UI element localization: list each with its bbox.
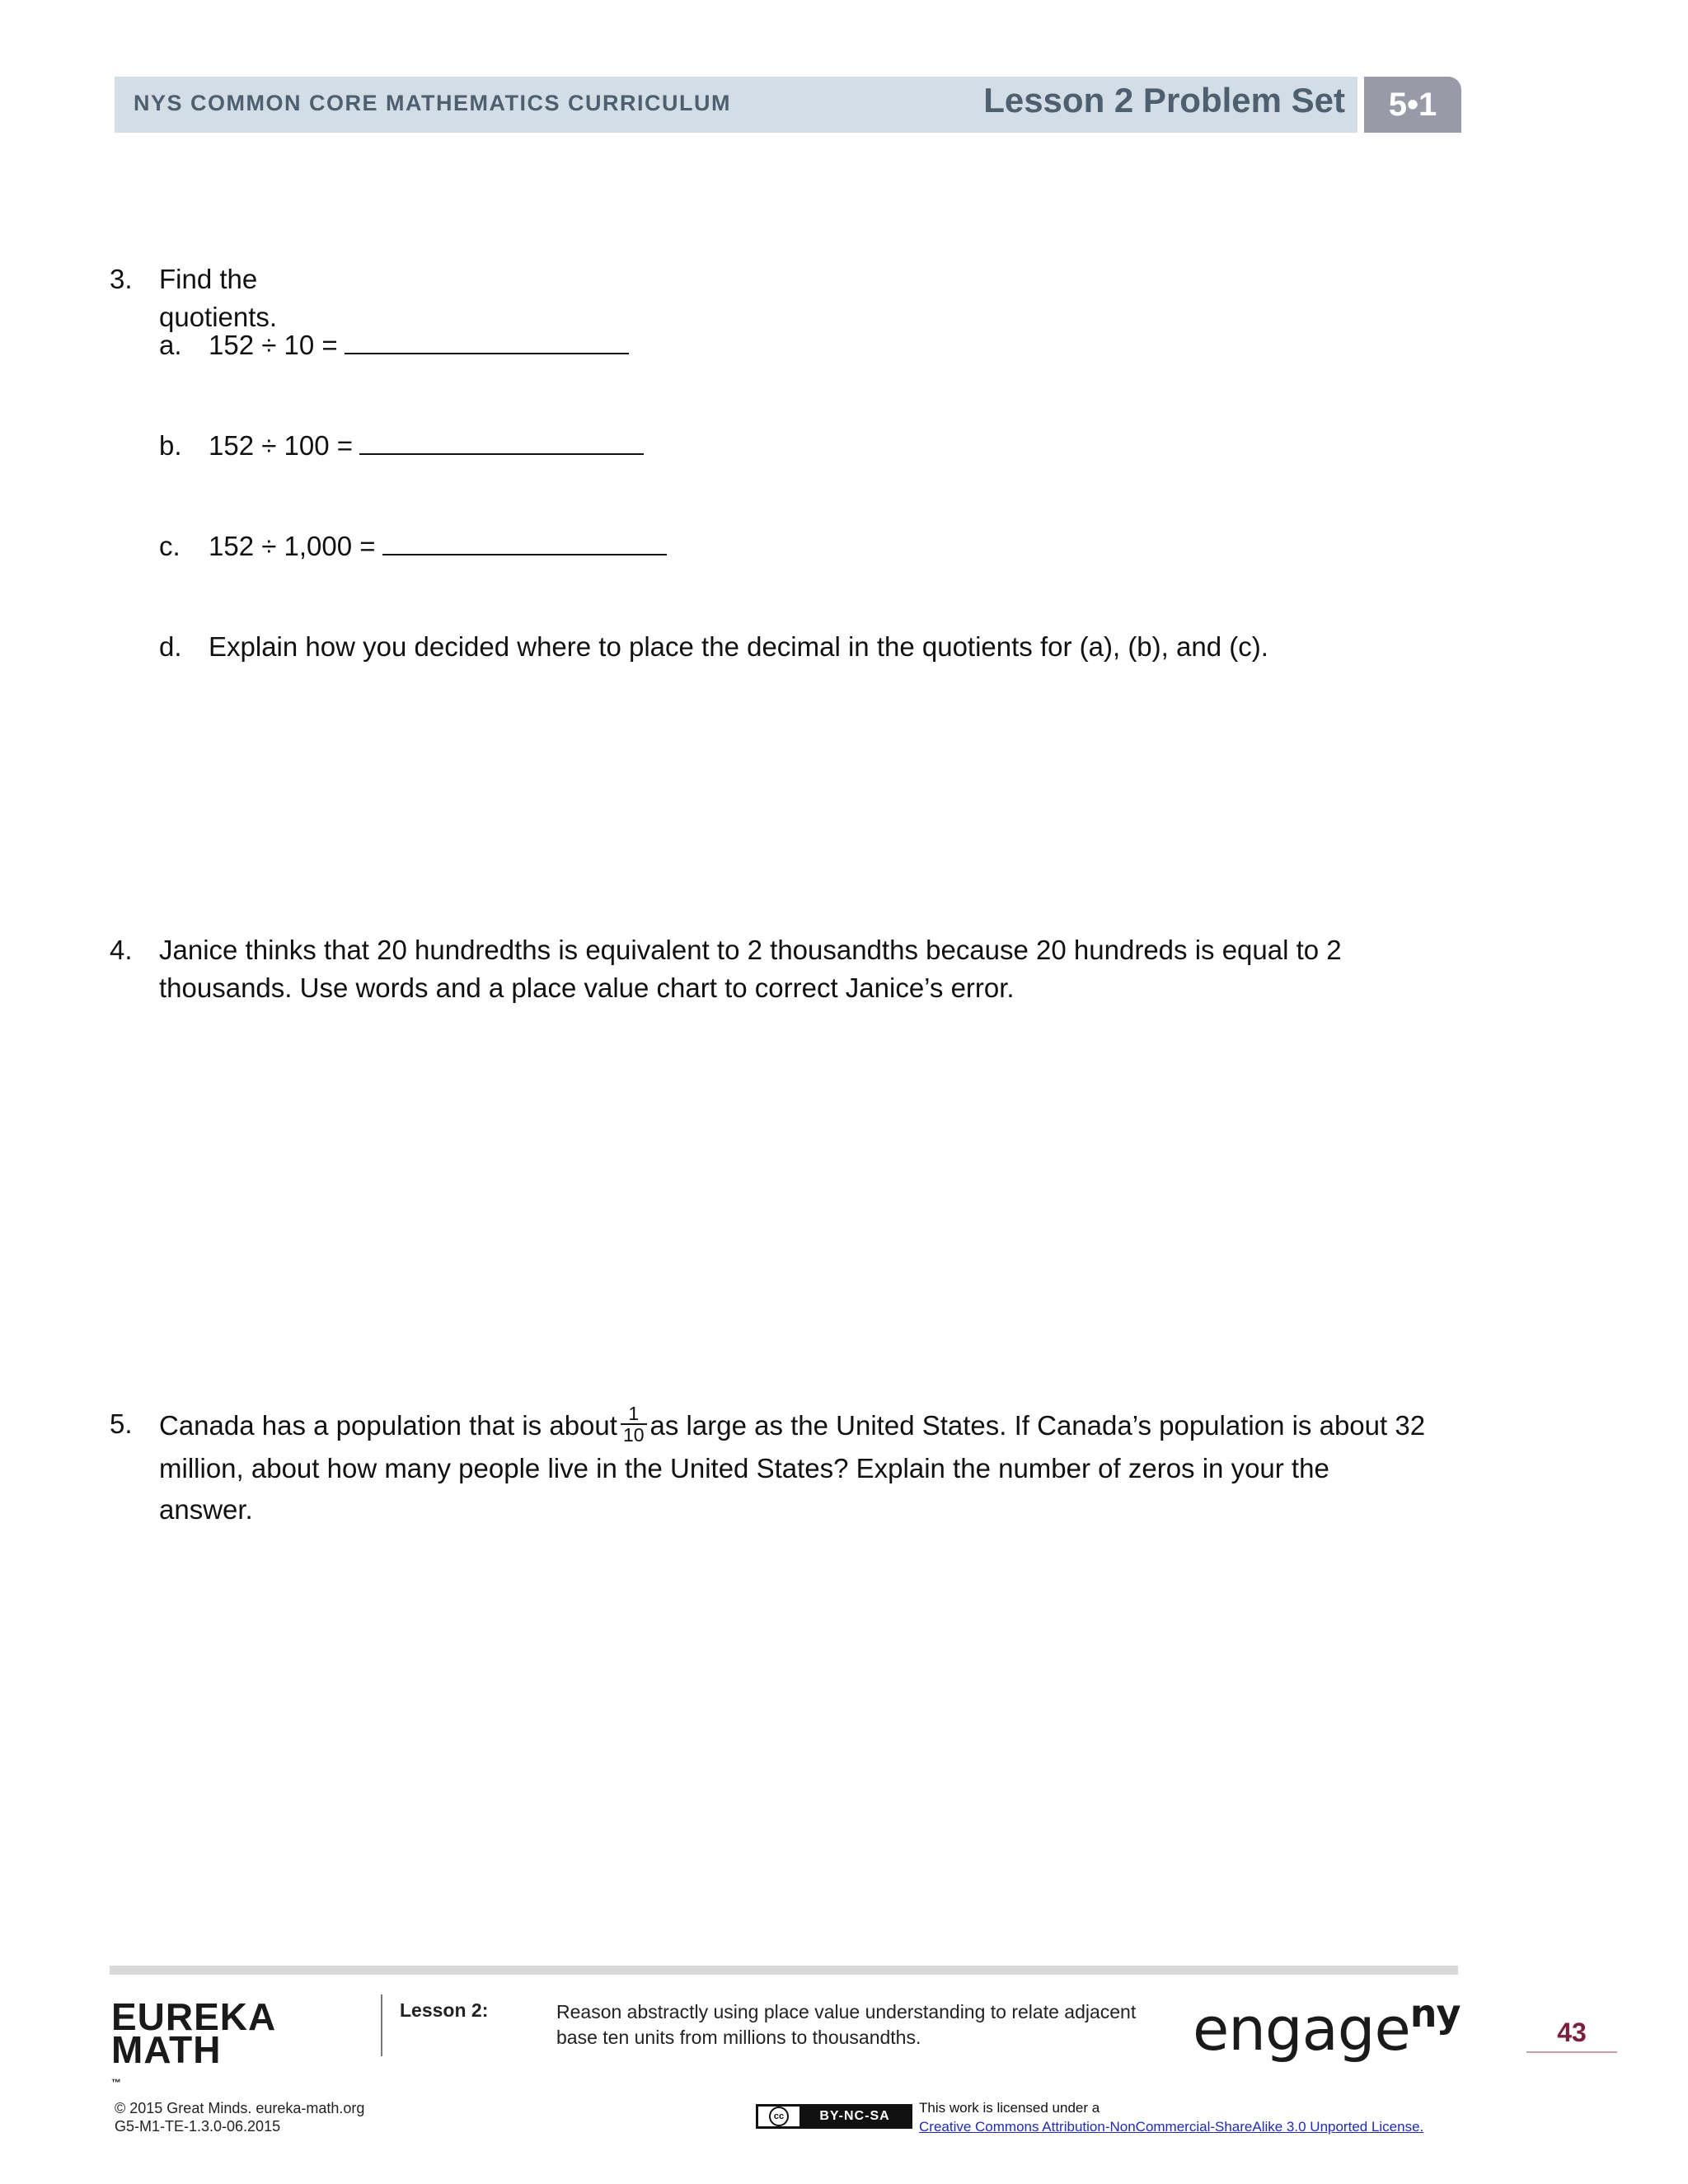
copyright-line1: © 2015 Great Minds. eureka-math.org	[115, 2100, 365, 2116]
cc-icon: cc	[769, 2107, 789, 2126]
sub-text: 152 ÷ 10 =	[209, 330, 338, 360]
header-gap	[1357, 77, 1364, 133]
sub-text: Explain how you decided where to place the decimal in the quotients for (a), (b), and (c).	[209, 631, 1268, 662]
footer-lesson-description	[556, 1999, 1216, 2050]
answer-blank[interactable]	[359, 427, 644, 455]
copyright	[115, 2099, 364, 2135]
problem-text: Find the quotients.	[159, 264, 278, 332]
logo-line2: MATH	[111, 2028, 222, 2071]
engageny-logo	[1193, 1991, 1461, 2064]
sub-text: 152 ÷ 100 =	[209, 430, 354, 461]
cc-license-badge[interactable]	[756, 2104, 912, 2129]
brand-superscript: ny	[1409, 1991, 1461, 2036]
problem-text-line2: million, about how many people live in the United States? Explain the number of zeros in your the	[159, 1453, 1329, 1484]
footer-divider	[381, 1994, 382, 2056]
footer-desc-line2: base ten units from millions to thousandths.	[556, 2027, 921, 2048]
problem-number: 3.	[110, 264, 133, 294]
logo-line1: EUREKA	[111, 1995, 277, 2038]
fraction-numerator: 1	[621, 1404, 647, 1425]
fraction	[621, 1404, 647, 1445]
cc-badge-label: BY-NC-SA	[799, 2107, 910, 2126]
footer-desc-line1: Reason abstractly using place value understanding to relate adjacent	[556, 2001, 1137, 2022]
copyright-line2: G5-M1-TE-1.3.0-06.2015	[115, 2118, 281, 2135]
problem-text-line1-pre: Canada has a population that is about	[159, 1410, 617, 1441]
sub-label: d.	[159, 631, 182, 662]
problem-number: 4.	[110, 935, 133, 965]
brand-text: engage	[1193, 1994, 1410, 2064]
answer-blank[interactable]	[382, 527, 667, 555]
sub-label: a.	[159, 330, 182, 360]
curriculum-title: NYS COMMON CORE MATHEMATICS CURRICULUM	[134, 91, 731, 115]
license-link[interactable]: Creative Commons Attribution-NonCommercial-ShareAlike 3.0 Unported License.	[919, 2119, 1424, 2135]
sub-label: c.	[159, 531, 181, 561]
sub-text: 152 ÷ 1,000 =	[209, 531, 376, 561]
page-number: 43	[1526, 2018, 1617, 2053]
footer-rule	[110, 1966, 1458, 1975]
fraction-denominator: 10	[622, 1424, 645, 1446]
logo-trademark: ™	[111, 2077, 122, 2088]
problem-text-line1: Janice thinks that 20 hundredths is equivalent to 2 thousandths because 20 hundreds is equal to 2	[159, 935, 1342, 965]
answer-blank[interactable]	[345, 326, 629, 354]
module-badge: 5•1	[1364, 77, 1461, 133]
problem-text-line1-post: as large as the United States. If Canada’s population is about 32	[649, 1410, 1426, 1441]
license-text: This work is licensed under a	[919, 2100, 1100, 2116]
eureka-math-logo	[111, 1995, 277, 2099]
sub-label: b.	[159, 430, 182, 461]
problem-text-line3: answer.	[159, 1494, 253, 1526]
footer-lesson-label: Lesson 2:	[400, 1999, 489, 2021]
problem-text-line2: thousands. Use words and a place value chart to correct Janice’s error.	[159, 972, 1015, 1003]
lesson-title: Lesson 2 Problem Set	[983, 81, 1345, 120]
problem-number: 5.	[110, 1408, 133, 1439]
